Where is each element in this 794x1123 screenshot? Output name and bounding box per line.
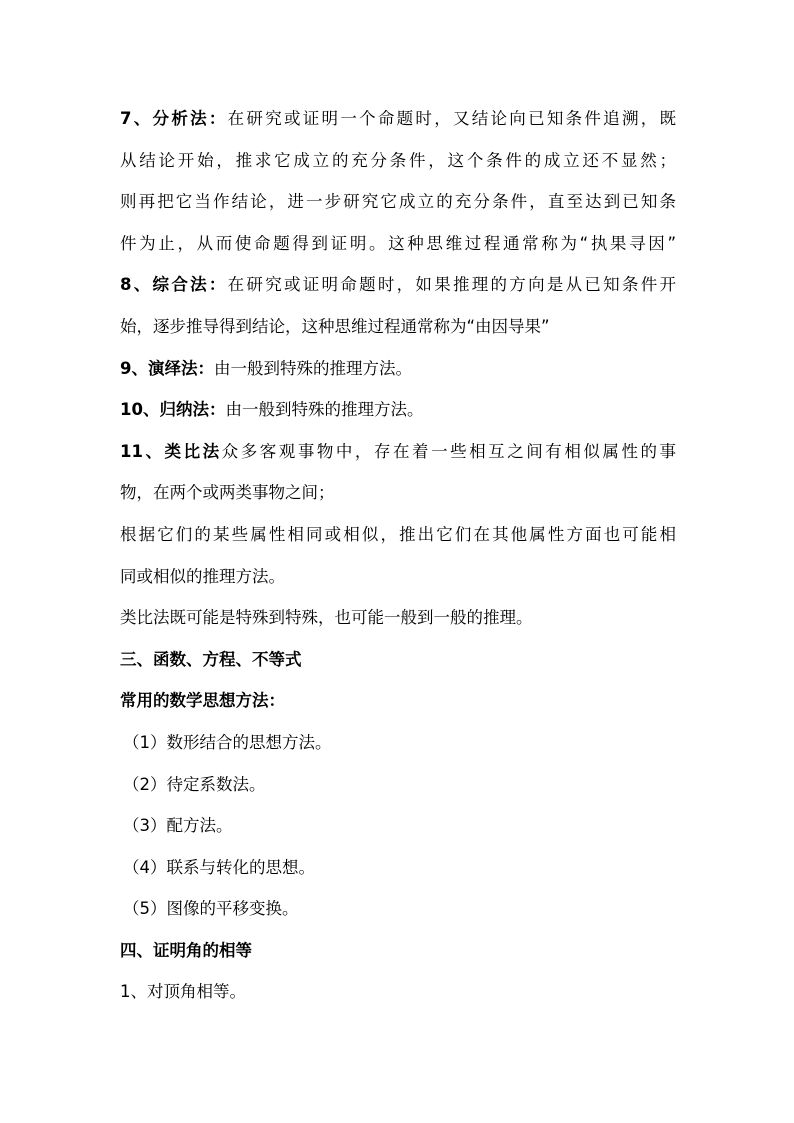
list-item: （4）联系与转化的思想。 <box>123 857 315 877</box>
section-heading-angles: 四、证明角的相等 <box>120 940 252 960</box>
list-item: （5）图像的平移变换。 <box>123 899 299 919</box>
paragraph-text: 众多客观事物中，存在着一些相互之间有相似属性的事 <box>221 441 676 461</box>
paragraph-analogy-line-2: 物，在两个或两类事物之间； <box>120 483 335 503</box>
term-deduction: 演绎法： <box>147 358 214 378</box>
term-induction: 归纳法： <box>159 400 226 420</box>
list-item: （3）配方法。 <box>123 816 233 836</box>
paragraph-deduction <box>120 348 676 390</box>
section-subheading-methods: 常用的数学思想方法： <box>120 691 285 711</box>
term-synthesis: 综合法： <box>152 275 228 295</box>
paragraph-synthesis-line-2: 始，逐步推导得到结论，这种思维过程通常称为“由因导果” <box>120 316 550 336</box>
paragraph-analogy-line-1 <box>120 431 676 473</box>
term-analysis: 分析法： <box>152 109 228 128</box>
paragraph-text: 由一般到特殊的推理方法。 <box>213 358 412 378</box>
paragraph-synthesis-line-1 <box>120 264 676 306</box>
paragraph-analysis-line-2: 从结论开始，推求它成立的充分条件，这个条件的成立还不显然； <box>120 150 676 170</box>
paragraph-number: 8、 <box>120 275 153 295</box>
paragraph-analysis-line-4: 件为止，从而使命题得到证明。这种思维过程通常称为“执果寻因” <box>120 233 676 253</box>
paragraph-analogy-line-5: 类比法既可能是特殊到特殊，也可能一般到一般的推理。 <box>120 608 533 628</box>
document-page <box>120 98 676 1013</box>
paragraph-text: 由一般到特殊的推理方法。 <box>225 400 424 420</box>
paragraph-number: 7、 <box>120 109 153 128</box>
paragraph-analogy-line-4: 同或相似的推理方法。 <box>120 566 285 586</box>
section-heading-functions: 三、函数、方程、不等式 <box>120 649 302 669</box>
paragraph-analysis-line-3: 则再把它当作结论，进一步研究它成立的充分条件，直至达到已知条 <box>120 192 676 212</box>
paragraph-number: 10、 <box>120 400 160 420</box>
list-item: （2）待定系数法。 <box>123 774 266 794</box>
paragraph-analysis-line-1 <box>120 98 676 140</box>
paragraph-text: 在研究或证明一个命题时，又结论向已知条件追溯，既 <box>227 109 676 128</box>
term-analogy: 类比法 <box>164 441 222 461</box>
paragraph-analogy-line-3: 根据它们的某些属性相同或相似，推出它们在其他属性方面也可能相 <box>120 524 676 544</box>
paragraph-text: 在研究或证明命题时，如果推理的方向是从已知条件开 <box>227 275 676 295</box>
list-item: （1）数形结合的思想方法。 <box>123 732 332 752</box>
paragraph-number: 11、 <box>120 441 165 461</box>
list-item: 1、对顶角相等。 <box>120 982 246 1002</box>
paragraph-induction <box>120 389 676 431</box>
paragraph-number: 9、 <box>120 358 148 378</box>
